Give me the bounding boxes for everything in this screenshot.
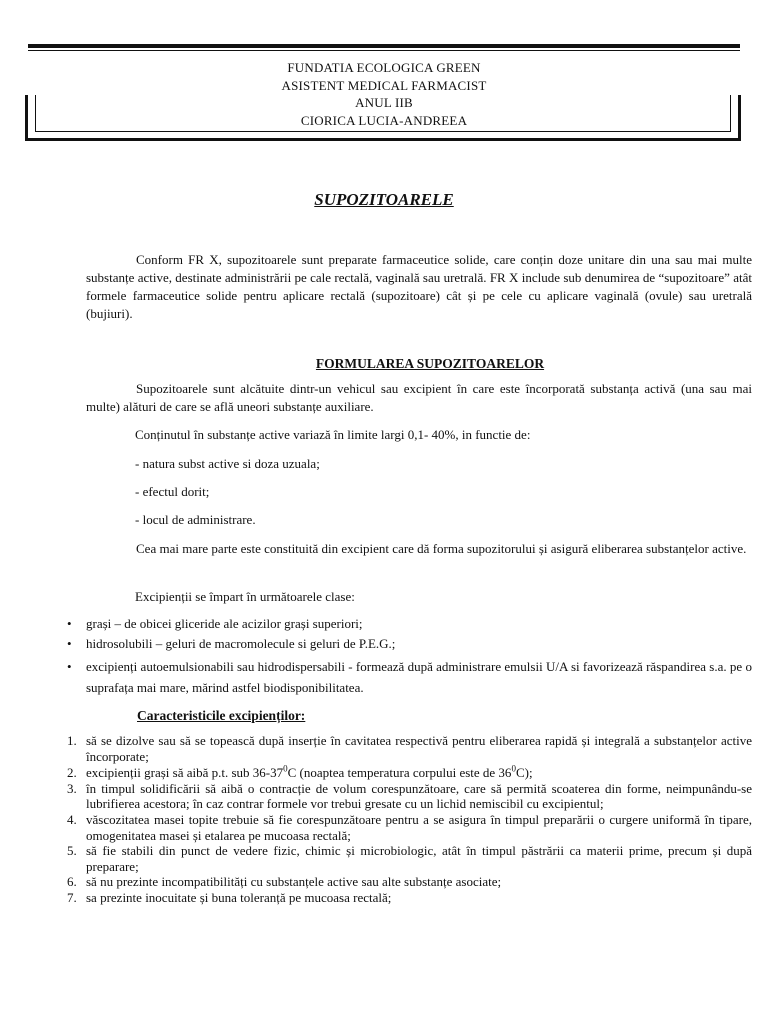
characteristics-title: Caracteristicile excipienților: [137, 708, 306, 723]
excipient-text: Cea mai mare parte este constituită din excipient care dă forma supozitorului și asigură eliberarea substanțelor active. [136, 541, 747, 556]
list-item: 3. în timpul solidificării să aibă o contracție de volum corespunzătoare, care să permită scoaterea din forme, neimpunându-se lubrifierea acestora; în caz contrar formele vor trebui gresate cu un lichid nemiscibil cu excipientul; [67, 780, 752, 812]
list-item: • grași – de obicei gliceride ale acizilor grași superiori; [67, 616, 363, 631]
header-line-program: ASISTENT MEDICAL FARMACIST [281, 77, 487, 93]
characteristics-list [67, 733, 752, 906]
excipient-paragraph [86, 538, 752, 559]
classes-intro: Excipienții se împart în următoarele clase: [135, 589, 355, 604]
list-item: 2. excipienții grași să aibă p.t. sub $36-37^0C$ (noaptea temperatura corpului este de $36^0C$); [67, 763, 533, 781]
document-title: SUPOZITOARELE [314, 190, 454, 209]
header-block [60, 59, 708, 129]
list-item: • hidrosolubili – geluri de macromolecule si geluri de P.E.G.; [67, 636, 396, 651]
factor-item-2: - efectul dorit; [135, 484, 210, 499]
formulation-paragraph-1 [86, 380, 752, 416]
header-rule-thick [28, 44, 740, 48]
list-item: 5. să fie stabili din punct de vedere fizic, chimic și microbiologic, atât în timpul păstrării ca materii prime, precum și după preparare; [67, 843, 752, 874]
bullet-icon: • [67, 636, 72, 651]
factor-item-3: - locul de administrare. [135, 512, 256, 527]
header-rule-thin [28, 50, 740, 51]
header-line-author: CIORICA LUCIA-ANDREEA [300, 112, 468, 128]
factor-item-1: - natura subst active si doza uzuala; [135, 456, 320, 471]
intro-paragraph [86, 251, 752, 323]
excipient-classes-list [67, 615, 752, 698]
section-title: FORMULAREA SUPOZITOARELOR [315, 356, 545, 371]
content-range-line: Conținutul în substanțe active variază în limite largi 0,1- 40%, in functie de: [135, 427, 531, 442]
list-item: 4. văscozitatea masei topite trebuie să fie corespunzătoare pentru a se asigura în timpul preparării o curgere uniformă în tipare, omogenitatea masei și etalarea pe mucoasa rectală; [67, 811, 752, 843]
list-item: 1. să se dizolve sau să se topească după inserție în cavitatea respectivă pentru eliberarea rapidă și integrală a substanțelor active încorporate; [67, 733, 752, 764]
formulation-text-1: Supozitoarele sunt alcătuite dintr-un vehicul sau excipient în care este încorporată substanța activă (una sau mai multe) alături de care se află uneori substanțe auxiliare. [86, 381, 752, 414]
intro-text: Conform FR X, supozitoarele sunt preparate farmaceutice solide, care conțin doze unitare din una sau mai multe substanțe active, destinate administrării pe cale rectală, vaginală sau uretrală. FR X include sub denumirea de “supozitoare” atât formele farmaceutice solide pentru aplicare rectală (supozitoare) cât și pe cele cu aplicare vaginală (ovule) sau uretrală (bujiuri). [86, 252, 752, 321]
header-line-year: ANUL IIB [355, 95, 413, 110]
list-item: 6. să nu prezinte incompatibilități cu substanțele active sau alte substanțe asociate; [67, 874, 502, 890]
bullet-icon: • [67, 616, 72, 631]
list-item: 7. sa prezinte inocuitate și buna toleranță pe mucoasa rectală; [67, 889, 392, 905]
bullet-icon: • [67, 659, 72, 674]
list-item: • excipienți autoemulsionabili sau hidrodispersabili - formează după administrare emulsii U/A si favorizează răspandirea s.a. pe o suprafața mai mare, mărind astfel biodisponibilitatea. [67, 656, 752, 698]
header-line-foundation: FUNDATIA ECOLOGICA GREEN [287, 60, 481, 75]
